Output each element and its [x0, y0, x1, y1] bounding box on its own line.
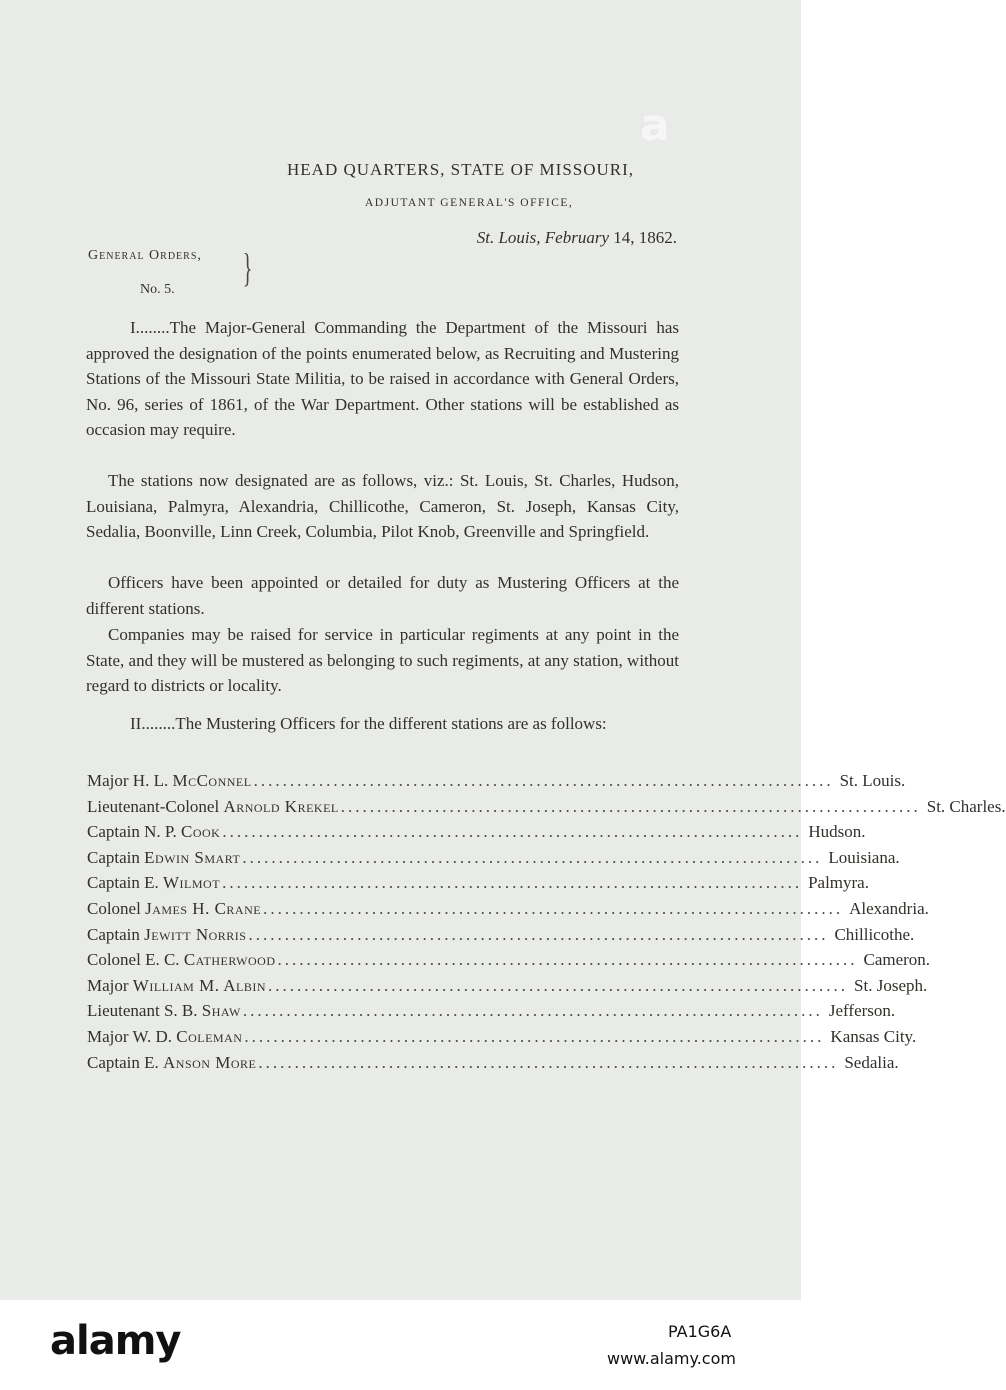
- officer-surname: Cook: [180, 822, 221, 842]
- dateline-place: St. Louis,: [476, 228, 541, 247]
- officer-surname: James H. Crane: [145, 898, 262, 918]
- leader-dots: ................................................................................: [248, 924, 829, 944]
- officer-rank: Captain: [87, 924, 140, 944]
- officer-rank: Colonel: [87, 898, 141, 918]
- leader-dots: ................................................................................: [222, 822, 803, 842]
- officer-station: Kansas City.: [830, 1026, 917, 1046]
- officer-name: [87, 870, 220, 896]
- officer-name: [87, 845, 240, 871]
- leader-dots: ................................................................................: [258, 1052, 839, 1072]
- officer-name: [87, 794, 339, 820]
- officer-station: Chillicothe.: [834, 924, 915, 944]
- officer-surname: Arnold Krekel: [223, 796, 339, 816]
- stations-paragraph: The stations now designated are as follows, viz.: St. Louis, St. Charles, Hudson, Louisiana, Palmyra, Alexandria, Chillicothe, Cameron, St. Joseph, Kansas City, Sedalia, Boonville, Linn Creek, Columbia, Pilot Knob, Greenville and Springfield.: [86, 471, 679, 541]
- dateline-month: February: [544, 228, 609, 247]
- office-subheading: ADJUTANT GENERAL'S OFFICE,: [365, 197, 574, 209]
- stock-logo: alamy: [50, 1318, 181, 1364]
- officer-rank: Captain: [87, 847, 140, 867]
- brace-ornament: }: [242, 245, 253, 290]
- officer-station: St. Joseph.: [854, 975, 928, 995]
- officer-surname: William M. Albin: [132, 975, 267, 995]
- officer-row: [87, 1050, 899, 1076]
- officer-station: Cameron.: [863, 950, 931, 970]
- officer-name: [87, 1050, 256, 1076]
- officer-name: [87, 947, 275, 973]
- dateline: [477, 228, 677, 248]
- leader-dots: ................................................................................: [263, 898, 844, 918]
- officer-surname: Wilmot: [163, 873, 221, 893]
- officer-rank: Captain E.: [87, 873, 159, 893]
- officer-station: Palmyra.: [808, 873, 869, 893]
- officer-row: [87, 845, 900, 871]
- officer-station: Sedalia.: [844, 1052, 899, 1072]
- officer-rank: Captain E.: [87, 1052, 159, 1072]
- officer-name: [87, 998, 241, 1024]
- officer-rank: Major W. D.: [87, 1026, 172, 1046]
- officer-station: St. Charles.: [926, 796, 1006, 816]
- officer-rank: Major H. L.: [87, 771, 169, 790]
- mustering-officers-list: [87, 768, 1006, 1075]
- leader-dots: ................................................................................: [242, 847, 823, 867]
- section-one-paragraph: I........The Major-General Commanding the Department of the Missouri has approved the designation of the points enumerated below, as Recruiting and Mustering Stations of the Missouri State Militia, to be raised in accordance with General Orders, No. 96, series of 1861, of the War Department. Other stations will be established as occasion may require.: [86, 318, 679, 439]
- officer-name: [87, 819, 220, 845]
- companies-paragraph: Companies may be raised for service in particular regiments at any point in the State, and they will be mustered as belonging to such regiments, at any station, without regard to districts or locality.: [86, 625, 679, 695]
- leader-dots: ................................................................................: [268, 975, 849, 995]
- officer-surname: Catherwood: [183, 950, 276, 970]
- officer-row: [87, 819, 866, 845]
- officer-row: [87, 1024, 917, 1050]
- officer-row: [87, 896, 929, 922]
- officer-station: Hudson.: [808, 822, 866, 842]
- stock-url: www.alamy.com: [607, 1349, 736, 1368]
- officer-rank: Colonel E. C.: [87, 950, 180, 970]
- dateline-day-year: 14, 1862.: [613, 228, 677, 247]
- officer-surname: Shaw: [201, 1001, 241, 1021]
- section-two-intro: II........The Mustering Officers for the different stations are as follows:: [130, 714, 607, 733]
- officer-row: [87, 768, 906, 794]
- leader-dots: ................................................................................: [244, 1026, 825, 1046]
- leader-dots: ................................................................................: [222, 873, 803, 893]
- officer-rank: Lieutenant S. B.: [87, 1001, 198, 1021]
- headquarters-heading: HEAD QUARTERS, STATE OF MISSOURI,: [287, 160, 635, 179]
- officer-surname: Edwin Smart: [144, 847, 241, 867]
- leader-dots: ................................................................................: [277, 950, 858, 970]
- officer-row: [87, 998, 896, 1024]
- leader-dots: ................................................................................: [340, 796, 921, 816]
- stock-image-id: PA1G6A: [668, 1322, 732, 1341]
- officer-station: Louisiana.: [828, 847, 900, 867]
- officer-row: [87, 922, 915, 948]
- watermark-logo: a: [640, 100, 670, 151]
- officer-station: St. Louis.: [839, 771, 906, 790]
- officer-surname: Coleman: [176, 1026, 243, 1046]
- officer-station: Jefferson.: [828, 1001, 896, 1021]
- officers-paragraph: Officers have been appointed or detailed for duty as Mustering Officers at the different stations.: [86, 573, 679, 618]
- officer-row: [87, 947, 931, 973]
- officer-station: Alexandria.: [849, 898, 929, 918]
- officer-row: [87, 973, 928, 999]
- orders-number: No. 5.: [140, 282, 175, 297]
- leader-dots: ................................................................................: [253, 771, 834, 790]
- officer-rank: Captain N. P.: [87, 822, 177, 842]
- officer-name: [87, 896, 261, 922]
- officer-surname: Jewitt Norris: [144, 924, 247, 944]
- officer-name: [87, 1024, 242, 1050]
- officer-name: [87, 768, 252, 794]
- officer-name: [87, 922, 246, 948]
- general-orders-label: General Orders,: [88, 248, 202, 263]
- officer-name: [87, 973, 266, 999]
- officer-rank: Lieutenant-Colonel: [87, 796, 220, 816]
- officer-row: [87, 870, 869, 896]
- officer-rank: Major: [87, 975, 129, 995]
- officer-row: [87, 794, 1006, 820]
- officer-surname: McConnel: [172, 771, 252, 790]
- leader-dots: ................................................................................: [242, 1001, 823, 1021]
- officer-surname: Anson More: [163, 1052, 257, 1072]
